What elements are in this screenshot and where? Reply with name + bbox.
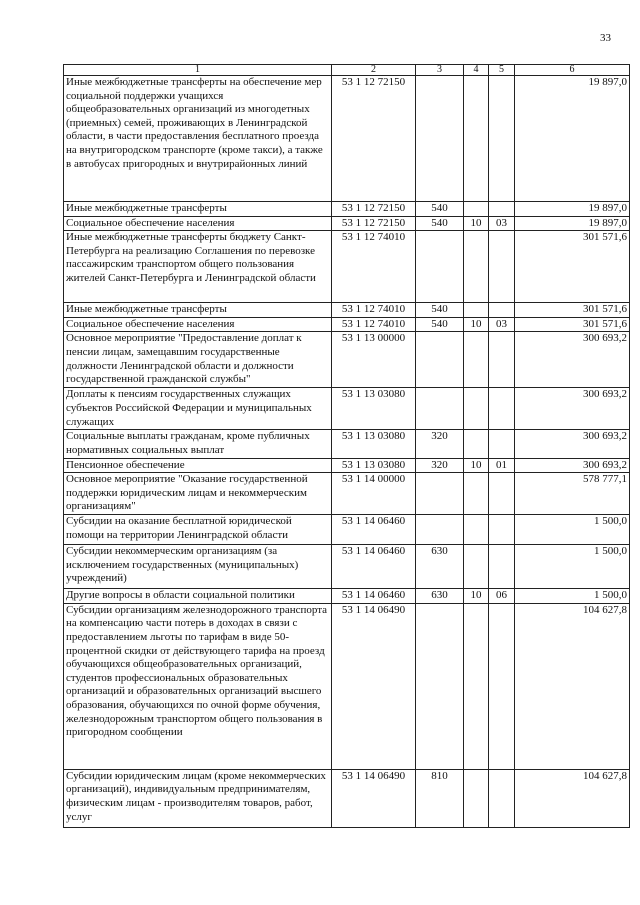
- row-code: 53 1 14 00000: [332, 473, 416, 515]
- table-row: [64, 216, 630, 231]
- row-vr: 540: [416, 317, 464, 332]
- row-vr: [416, 388, 464, 430]
- row-vr: 630: [416, 545, 464, 589]
- row-sum: 301 571,6: [515, 231, 630, 303]
- row-name: Другие вопросы в области социальной политики: [64, 589, 332, 604]
- row-rz: 10: [464, 589, 489, 604]
- header-col-6: 6: [515, 65, 630, 76]
- row-code: 53 1 14 06460: [332, 589, 416, 604]
- row-code: 53 1 13 03080: [332, 458, 416, 473]
- row-vr: [416, 603, 464, 769]
- table-row: [64, 388, 630, 430]
- row-vr: 810: [416, 769, 464, 827]
- row-code: 53 1 12 74010: [332, 317, 416, 332]
- row-name: Иные межбюджетные трансферты: [64, 202, 332, 217]
- row-vr: 540: [416, 216, 464, 231]
- row-pr: [489, 603, 515, 769]
- row-pr: 06: [489, 589, 515, 604]
- row-sum: 104 627,8: [515, 769, 630, 827]
- row-pr: [489, 430, 515, 458]
- header-col-3: 3: [416, 65, 464, 76]
- header-col-2: 2: [332, 65, 416, 76]
- row-sum: 19 897,0: [515, 202, 630, 217]
- row-name: Субсидии некоммерческим организациям (за исключением государственных (муниципальных) учреждений): [64, 545, 332, 589]
- row-code: 53 1 13 00000: [332, 332, 416, 388]
- row-code: 53 1 14 06460: [332, 545, 416, 589]
- row-pr: [489, 545, 515, 589]
- table-row: [64, 458, 630, 473]
- row-rz: 10: [464, 216, 489, 231]
- row-vr: [416, 473, 464, 515]
- row-pr: 03: [489, 216, 515, 231]
- row-sum: 19 897,0: [515, 216, 630, 231]
- row-name: Основное мероприятие "Оказание государственной поддержки юридическим лицам и некоммерческим организациям": [64, 473, 332, 515]
- row-sum: 300 693,2: [515, 332, 630, 388]
- row-code: 53 1 14 06490: [332, 603, 416, 769]
- row-pr: 01: [489, 458, 515, 473]
- row-vr: 630: [416, 589, 464, 604]
- header-col-5: 5: [489, 65, 515, 76]
- row-sum: 1 500,0: [515, 589, 630, 604]
- row-rz: [464, 202, 489, 217]
- row-sum: 19 897,0: [515, 76, 630, 202]
- table-row: [64, 473, 630, 515]
- row-rz: [464, 76, 489, 202]
- row-sum: 300 693,2: [515, 430, 630, 458]
- row-sum: 1 500,0: [515, 515, 630, 545]
- row-code: 53 1 13 03080: [332, 388, 416, 430]
- row-code: 53 1 13 03080: [332, 430, 416, 458]
- row-code: 53 1 12 72150: [332, 202, 416, 217]
- row-name: Субсидии юридическим лицам (кроме некоммерческих организаций), индивидуальным предпринимателям, физическим лицам - производителям товаров, работ, услуг: [64, 769, 332, 827]
- table-row: [64, 202, 630, 217]
- row-rz: 10: [464, 317, 489, 332]
- row-name: Субсидии организациям железнодорожного транспорта на компенсацию части потерь в доходах в связи с предоставлением льготы по тарифам в виде 50-процентной скидки от действующего тарифа на проезд обучающихся общеобразовательных организаций, студентов профессиональных образовательных организаций и образовательных организаций высшего образования, обучающихся по очной форме обучения, железнодорожным транспортом общего пользования в пригородном сообщении: [64, 603, 332, 769]
- row-name: Иные межбюджетные трансферты бюджету Санкт-Петербурга на реализацию Соглашения по перевозке пассажирским транспортом общего пользования жителей Санкт-Петербурга и Ленинградской области: [64, 231, 332, 303]
- row-pr: [489, 769, 515, 827]
- row-vr: [416, 231, 464, 303]
- row-rz: [464, 231, 489, 303]
- row-name: Социальное обеспечение населения: [64, 317, 332, 332]
- header-col-1: 1: [64, 65, 332, 76]
- row-code: 53 1 12 72150: [332, 216, 416, 231]
- table-row: [64, 589, 630, 604]
- row-pr: [489, 473, 515, 515]
- row-name: Пенсионное обеспечение: [64, 458, 332, 473]
- table-row: [64, 769, 630, 827]
- row-pr: [489, 76, 515, 202]
- table-row: [64, 303, 630, 318]
- row-rz: [464, 515, 489, 545]
- row-sum: 1 500,0: [515, 545, 630, 589]
- row-pr: [489, 332, 515, 388]
- row-sum: 300 693,2: [515, 388, 630, 430]
- header-row: [64, 65, 630, 76]
- row-rz: [464, 545, 489, 589]
- row-vr: 320: [416, 458, 464, 473]
- row-rz: [464, 430, 489, 458]
- row-name: Иные межбюджетные трансферты: [64, 303, 332, 318]
- budget-table: [63, 64, 630, 828]
- row-rz: 10: [464, 458, 489, 473]
- row-code: 53 1 12 74010: [332, 231, 416, 303]
- row-code: 53 1 12 72150: [332, 76, 416, 202]
- row-vr: [416, 332, 464, 388]
- header-col-4: 4: [464, 65, 489, 76]
- page-number: 33: [600, 32, 611, 44]
- row-name: Социальные выплаты гражданам, кроме публичных нормативных социальных выплат: [64, 430, 332, 458]
- row-code: 53 1 14 06490: [332, 769, 416, 827]
- row-name: Иные межбюджетные трансферты на обеспечение мер социальной поддержки учащихся общеобразовательных организаций из многодетных (приемных) семей, проживающих в Ленинградской области, в части предоставления бесплатного проезда на внутригородском транспорте (кроме такси), а также в автобусах пригородных и внутрирайонных линий: [64, 76, 332, 202]
- row-rz: [464, 388, 489, 430]
- table-row: [64, 603, 630, 769]
- row-name: Субсидии на оказание бесплатной юридической помощи на территории Ленинградской области: [64, 515, 332, 545]
- table-row: [64, 515, 630, 545]
- row-rz: [464, 332, 489, 388]
- row-vr: [416, 76, 464, 202]
- row-vr: 540: [416, 202, 464, 217]
- row-vr: 540: [416, 303, 464, 318]
- row-rz: [464, 603, 489, 769]
- row-vr: 320: [416, 430, 464, 458]
- row-sum: 301 571,6: [515, 317, 630, 332]
- table-row: [64, 76, 630, 202]
- row-pr: [489, 231, 515, 303]
- row-pr: [489, 515, 515, 545]
- row-name: Основное мероприятие "Предоставление доплат к пенсии лицам, замещавшим государственные должности Ленинградской области и должности государственной гражданской службы": [64, 332, 332, 388]
- row-pr: [489, 202, 515, 217]
- row-rz: [464, 473, 489, 515]
- row-pr: [489, 388, 515, 430]
- row-rz: [464, 303, 489, 318]
- row-sum: 300 693,2: [515, 458, 630, 473]
- table-row: [64, 231, 630, 303]
- row-vr: [416, 515, 464, 545]
- row-name: Социальное обеспечение населения: [64, 216, 332, 231]
- table-row: [64, 332, 630, 388]
- row-pr: [489, 303, 515, 318]
- row-name: Доплаты к пенсиям государственных служащих субъектов Российской Федерации и муниципальных служащих: [64, 388, 332, 430]
- row-sum: 301 571,6: [515, 303, 630, 318]
- table-row: [64, 317, 630, 332]
- table-row: [64, 430, 630, 458]
- row-code: 53 1 12 74010: [332, 303, 416, 318]
- table-row: [64, 545, 630, 589]
- row-sum: 578 777,1: [515, 473, 630, 515]
- row-sum: 104 627,8: [515, 603, 630, 769]
- row-pr: 03: [489, 317, 515, 332]
- row-code: 53 1 14 06460: [332, 515, 416, 545]
- row-rz: [464, 769, 489, 827]
